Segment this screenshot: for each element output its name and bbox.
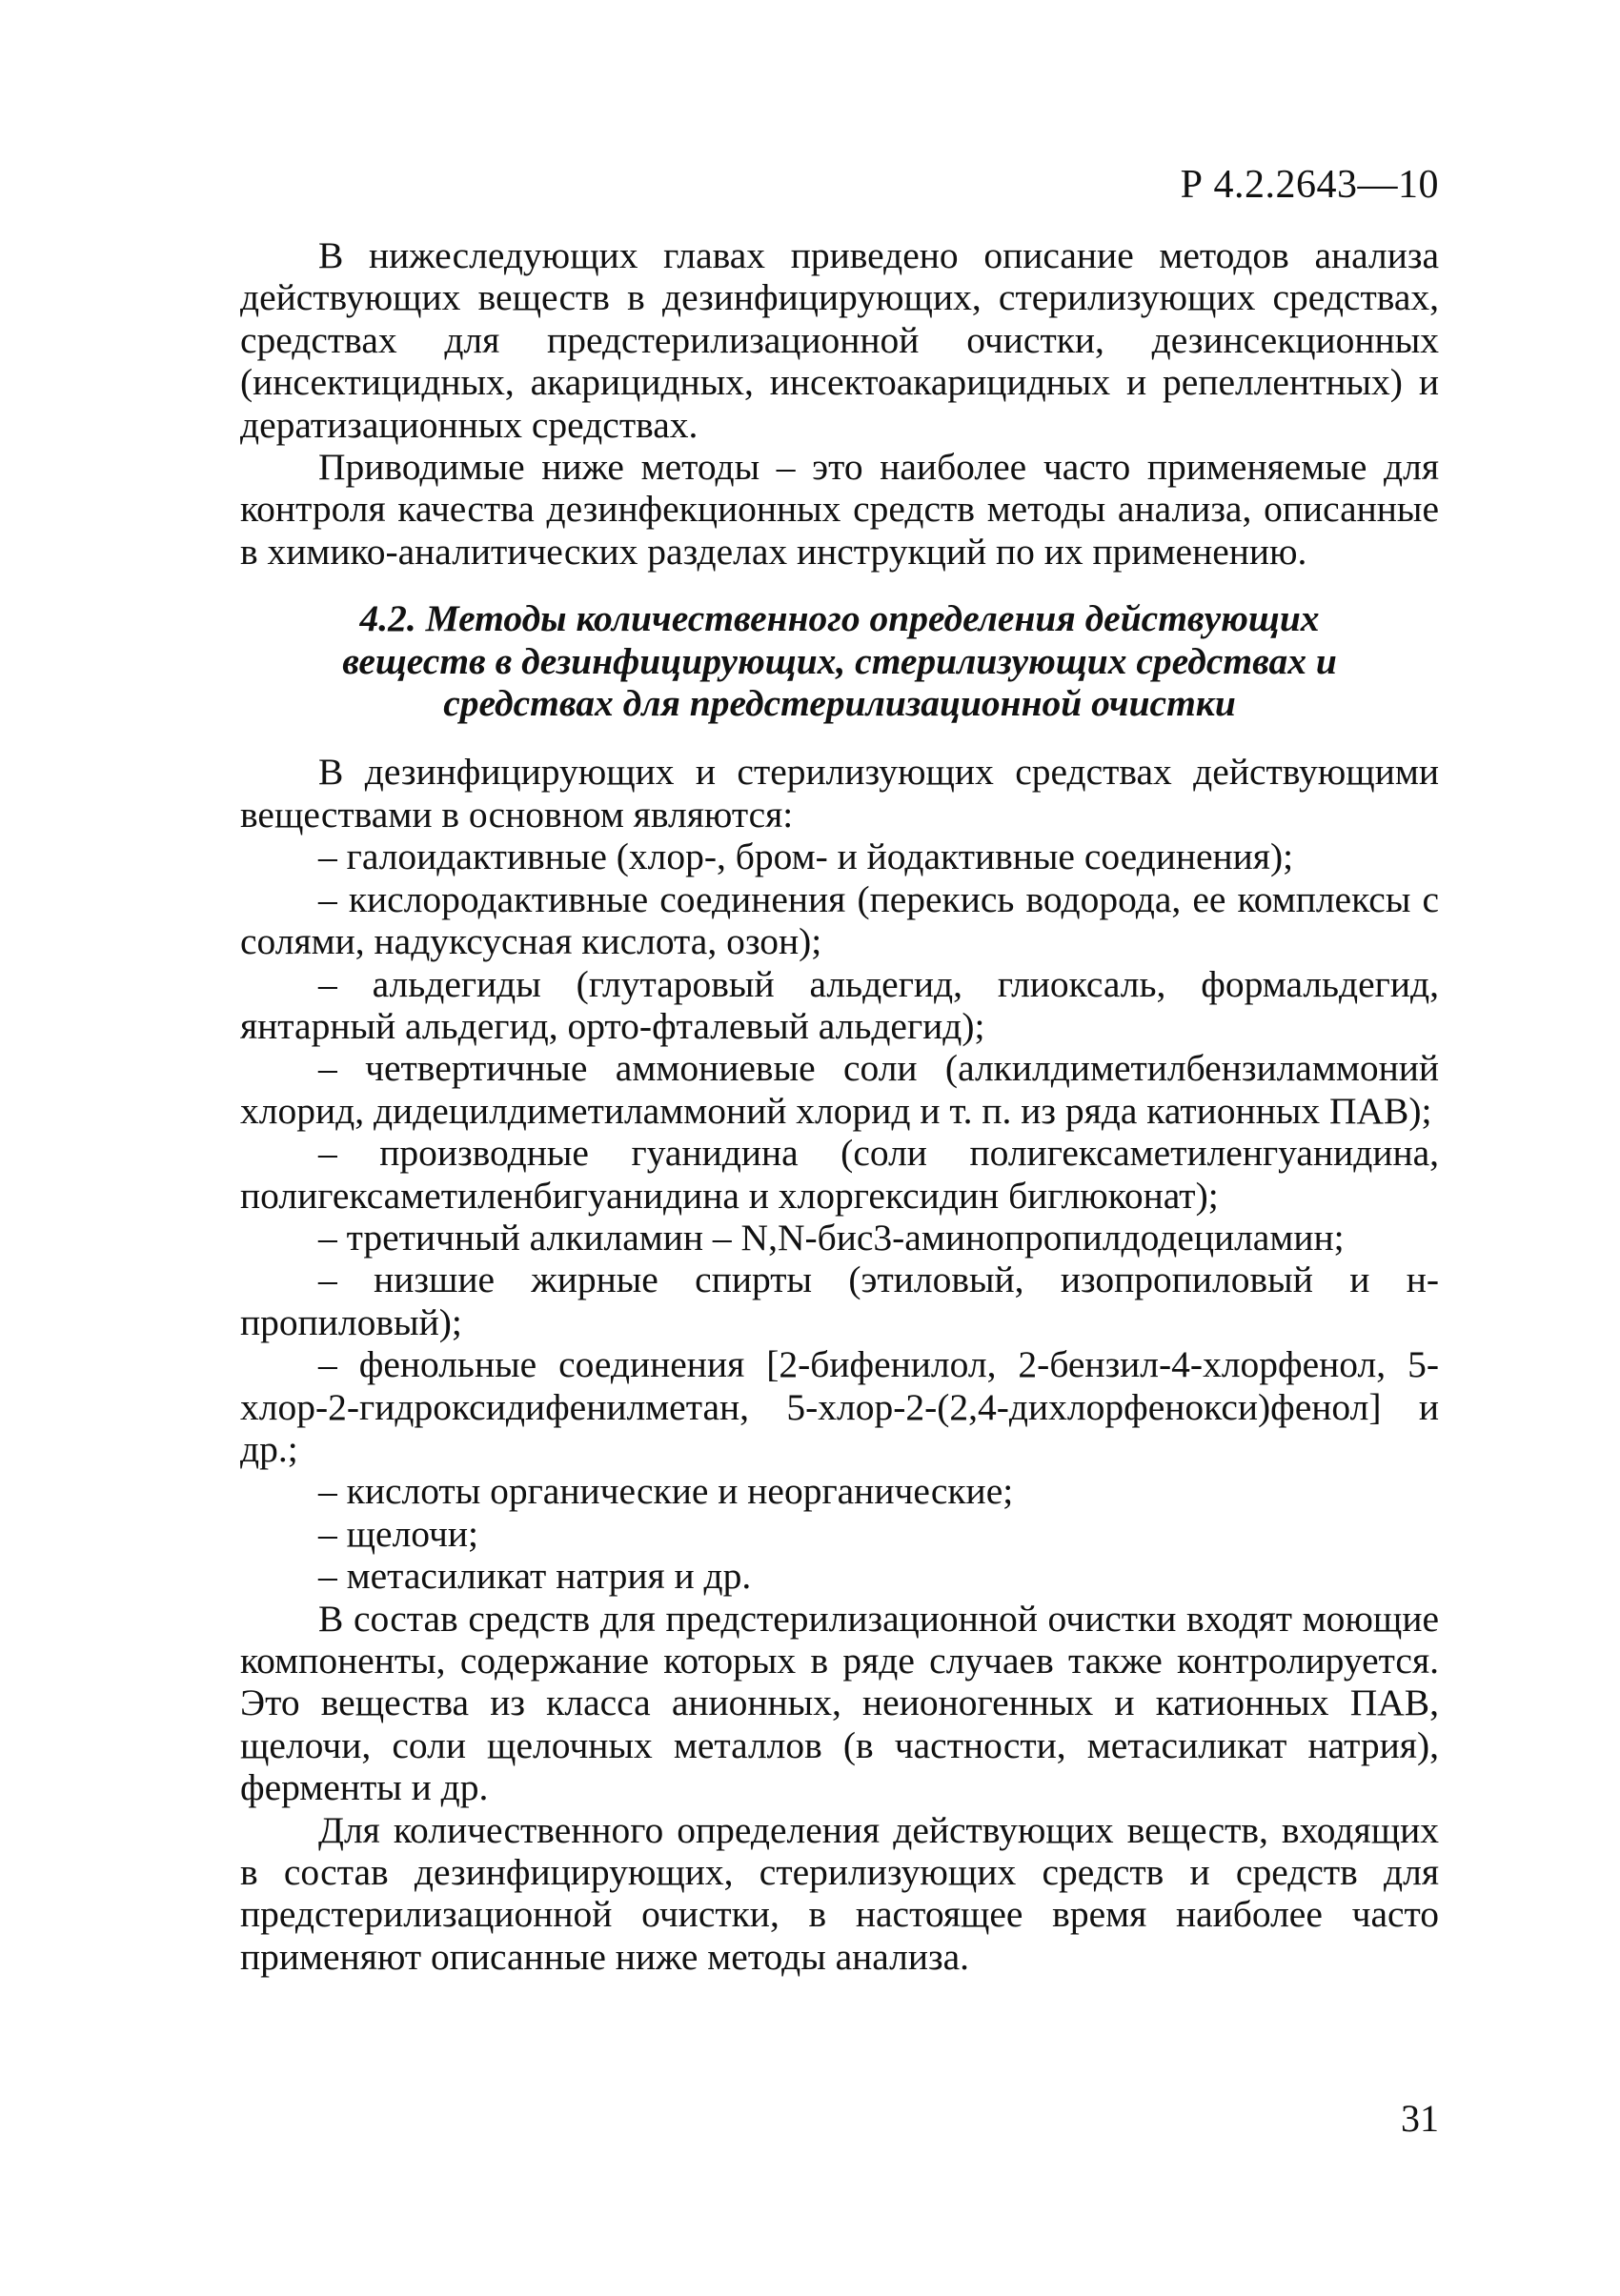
intro-paragraph: В нижеследующих главах приведено описание методов анализа действующих веществ в дезинфицирующих, стерилизующих средствах, средствах для предстерилизационной очистки, дезинсекционных (инсектицидных, акарицидных, инсектоакарицидных и репеллентных) и дератизационных средствах. [240, 234, 1439, 446]
section-title: 4.2. Методы количественного определения действующих веществ в дезинфицирующих, стерилизующих средствах и средствах для предстерилизационной очистки [342, 597, 1337, 725]
list-item: – альдегиды (глутаровый альдегид, глиоксаль, формальдегид, янтарный альдегид, орто-фталевый альдегид); [240, 962, 1439, 1047]
page-content [240, 234, 1439, 1978]
list-item: – производные гуанидина (соли полигексаметиленгуанидина, полигексаметиленбигуанидина и хлоргексидин биглюконат); [240, 1132, 1439, 1217]
list-item: – метасиликат натрия и др. [318, 1555, 752, 1598]
list-item: – третичный алкиламин – N,N-бис3-аминопропилдодециламин; [318, 1216, 1345, 1259]
section-paragraph: Для количественного определения действующих веществ, входящих в состав дезинфицирующих, стерилизующих средств и средств для предстерилизационной очистки, в настоящее время наиболее часто применяют описанные ниже методы анализа. [240, 1808, 1439, 1978]
list-item: – галоидактивные (хлор-, бром- и йодактивные соединения); [318, 836, 1294, 878]
list-item: – низшие жирные спирты (этиловый, изопропиловый и н-пропиловый); [240, 1259, 1439, 1343]
substance-list [240, 836, 1439, 1597]
list-item: – фенольные соединения [2-бифенилол, 2-бензил-4-хлорфенол, 5-хлор-2-гидроксидифенилметан, 5-хлор-2-(2,4-дихлорфенокси)фенол] и др.; [240, 1343, 1439, 1470]
list-item: – кислородактивные соединения (перекись водорода, ее комплексы с солями, надуксусная кислота, озон); [240, 877, 1439, 963]
document-code: Р 4.2.2643—10 [1180, 163, 1439, 207]
list-item: – четвертичные аммониевые соли (алкилдиметилбензиламмоний хлорид, дидецилдиметиламмоний хлорид и т. п. из ряда катионных ПАВ); [240, 1047, 1439, 1132]
list-item: – щелочи; [318, 1512, 478, 1555]
intro-paragraph: Приводимые ниже методы – это наиболее часто применяемые для контроля качества дезинфекционных средств методы анализа, описанные в химико-аналитических разделах инструкций по их применению. [240, 446, 1439, 573]
page-number: 31 [1401, 2097, 1439, 2140]
list-item: – кислоты органические и неорганические; [318, 1470, 1014, 1513]
section-lead-paragraph: В дезинфицирующих и стерилизующих средствах действующими веществами в основном являются: [240, 751, 1439, 836]
section-paragraph: В состав средств для предстерилизационной очистки входят моющие компоненты, содержание которых в ряде случаев также контролируется. Это вещества из класса анионных, неионогенных и катионных ПАВ, щелочи, соли щелочных металлов (в частности, метасиликат натрия), ферменты и др. [240, 1597, 1439, 1809]
